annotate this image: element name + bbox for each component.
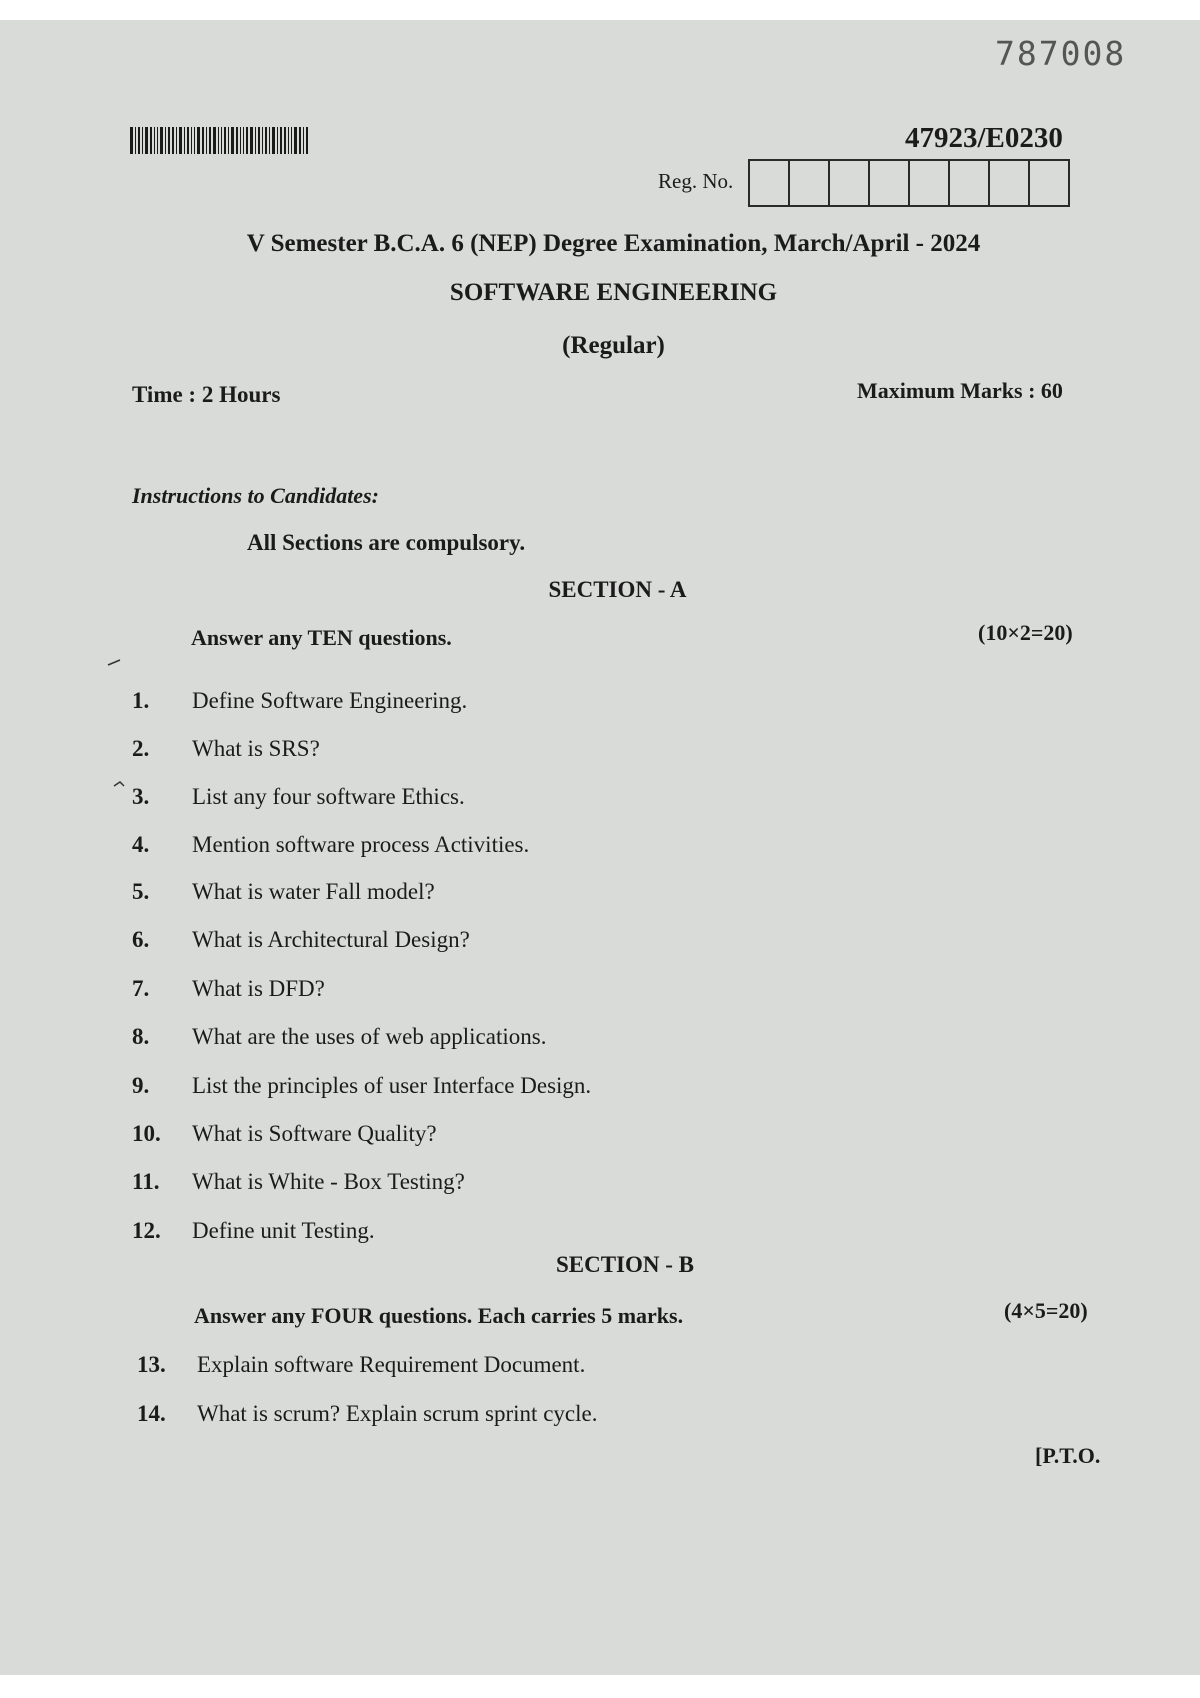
exam-type: (Regular) (562, 332, 665, 359)
question-item (132, 1169, 465, 1195)
question-text: What is Architectural Design? (192, 927, 470, 952)
time-duration: Time : 2 Hours (132, 382, 281, 407)
question-text: Define Software Engineering. (192, 688, 468, 713)
question-number: 6. (132, 927, 150, 952)
barcode-bar (306, 127, 308, 154)
question-text: Explain software Requirement Document. (197, 1352, 586, 1377)
section-b-title: SECTION - B (555, 1252, 695, 1277)
section-a-marks: (10×2=20) (978, 620, 1073, 645)
barcode-bar (277, 127, 278, 154)
reg-no-boxes (748, 159, 1070, 207)
barcode-bar (250, 127, 253, 154)
question-number: 1. (132, 688, 150, 713)
question-text: What is SRS? (192, 736, 320, 761)
question-number: 3. (132, 784, 150, 809)
section-b-marks: (4×5=20) (1004, 1298, 1088, 1323)
question-number: 8. (132, 1024, 150, 1049)
barcode-bar (262, 127, 263, 154)
barcode-bar (294, 127, 297, 154)
question-text: What is scrum? Explain scrum sprint cycle. (197, 1401, 598, 1426)
question-number: 9. (132, 1073, 150, 1098)
question-text: What is water Fall model? (192, 879, 435, 904)
question-text: Define unit Testing. (192, 1218, 375, 1243)
barcode-bar (179, 127, 182, 154)
barcode-bar (194, 127, 195, 154)
barcode-bar (187, 127, 189, 154)
barcode-bar (221, 127, 222, 154)
question-number: 13. (137, 1352, 166, 1377)
maximum-marks: Maximum Marks : 60 (857, 378, 1063, 403)
reg-no-box (1030, 161, 1068, 205)
question-number: 14. (137, 1401, 166, 1426)
section-a-instruction: Answer any TEN questions. (191, 625, 452, 650)
question-text: What is White - Box Testing? (192, 1169, 465, 1194)
question-text: Mention software process Activities. (192, 832, 530, 857)
stamp-number: 787008 (995, 34, 1127, 73)
barcode-bar (265, 127, 267, 154)
barcode-bar (213, 127, 216, 154)
question-item (137, 1352, 585, 1378)
question-item (132, 927, 470, 953)
section-a-title: SECTION - A (548, 577, 687, 602)
barcode-bar (145, 127, 148, 154)
barcode-bar (231, 127, 234, 154)
reg-no-box (830, 161, 870, 205)
barcode-bar (135, 127, 136, 154)
reg-no-box (990, 161, 1030, 205)
barcode-bar (197, 127, 200, 154)
question-item (132, 688, 467, 714)
instructions-heading: Instructions to Candidates: (132, 483, 379, 508)
question-item (132, 1121, 437, 1147)
barcode-bar (142, 127, 143, 154)
barcode (130, 127, 362, 154)
barcode-bar (272, 127, 275, 154)
barcode-bar (160, 127, 163, 154)
barcode-bar (288, 127, 289, 154)
reg-no-box (870, 161, 910, 205)
barcode-bar (236, 127, 238, 154)
pen-tick-mark (112, 778, 128, 790)
section-b-instruction: Answer any FOUR questions. Each carries 5 marks. (194, 1303, 684, 1328)
barcode-bar (243, 127, 244, 154)
question-number: 7. (132, 976, 150, 1001)
barcode-bar (157, 127, 158, 154)
question-item (132, 879, 435, 905)
question-item (137, 1401, 597, 1427)
barcode-bar (255, 127, 256, 154)
barcode-bar (246, 127, 248, 154)
barcode-bar (284, 127, 286, 154)
exam-paper-page (0, 20, 1200, 1675)
reg-no-box (790, 161, 830, 205)
question-text: List any four software Ethics. (192, 784, 465, 809)
barcode-bar (206, 127, 207, 154)
question-number: 10. (132, 1121, 161, 1146)
barcode-bar (258, 127, 260, 154)
question-number: 5. (132, 879, 150, 904)
barcode-bar (299, 127, 301, 154)
barcode-bar (240, 127, 241, 154)
question-number: 12. (132, 1218, 161, 1243)
barcode-bar (130, 127, 133, 154)
barcode-bar (209, 127, 211, 154)
question-item (132, 832, 529, 858)
barcode-bar (150, 127, 152, 154)
pen-tick-mark (106, 656, 128, 668)
question-item (132, 1073, 591, 1099)
reg-no-box (950, 161, 990, 205)
barcode-bar (176, 127, 177, 154)
question-text: List the principles of user Interface Design. (192, 1073, 592, 1098)
question-item (132, 736, 320, 762)
barcode-bar (168, 127, 170, 154)
question-item (132, 784, 465, 810)
barcode-bar (228, 127, 229, 154)
paper-code: 47923/E0230 (905, 122, 1063, 154)
barcode-bar (280, 127, 282, 154)
question-item (132, 1218, 375, 1244)
question-text: What is Software Quality? (192, 1121, 437, 1146)
question-text: What are the uses of web applications. (192, 1024, 547, 1049)
please-turn-over: [P.T.O. (1035, 1443, 1101, 1468)
question-item (132, 1024, 546, 1050)
barcode-bar (165, 127, 166, 154)
question-number: 4. (132, 832, 150, 857)
barcode-bar (303, 127, 304, 154)
subject-title: SOFTWARE ENGINEERING (449, 279, 778, 306)
question-number: 2. (132, 736, 150, 761)
barcode-bar (172, 127, 174, 154)
reg-no-box (910, 161, 950, 205)
barcode-bar (224, 127, 226, 154)
question-text: What is DFD? (192, 976, 325, 1001)
instructions-text: All Sections are compulsory. (247, 530, 526, 555)
reg-no-label: Reg. No. (658, 169, 734, 193)
barcode-bar (218, 127, 219, 154)
reg-no-box (750, 161, 790, 205)
barcode-bar (202, 127, 204, 154)
barcode-bar (291, 127, 292, 154)
barcode-bar (154, 127, 155, 154)
question-number: 11. (132, 1169, 160, 1194)
exam-title: V Semester B.C.A. 6 (NEP) Degree Examination, March/April - 2024 (246, 230, 981, 257)
barcode-bar (269, 127, 270, 154)
barcode-bar (191, 127, 192, 154)
barcode-bar (138, 127, 140, 154)
question-item (132, 976, 325, 1002)
barcode-bar (184, 127, 185, 154)
